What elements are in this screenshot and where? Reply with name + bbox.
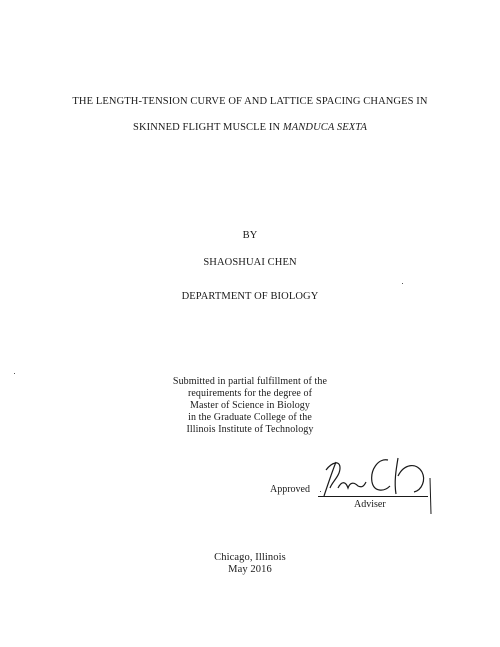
thesis-title-line-2-text: SKINNED FLIGHT MUSCLE IN <box>133 122 283 133</box>
department-name: DEPARTMENT OF BIOLOGY <box>181 291 319 302</box>
submission-date: May 2016 <box>228 564 272 575</box>
submission-line-1: Submitted in partial fulfillment of the <box>172 376 328 387</box>
scan-speck <box>14 373 15 374</box>
thesis-title-line-1: THE LENGTH-TENSION CURVE OF AND LATTICE SPACING CHANGES IN <box>72 96 428 107</box>
author-name: SHAOSHUAI CHEN <box>203 257 297 268</box>
submission-line-4: in the Graduate College of the <box>188 412 312 423</box>
adviser-label: Adviser <box>354 499 386 510</box>
location: Chicago, Illinois <box>214 552 286 563</box>
submission-line-3: Master of Science in Biology <box>190 400 310 411</box>
signature-line <box>318 496 428 497</box>
scan-speck <box>320 491 321 492</box>
submission-line-2: requirements for the degree of <box>187 388 313 399</box>
approved-label: Approved <box>270 484 310 495</box>
scan-speck <box>402 283 403 284</box>
thesis-title-species: MANDUCA SEXTA <box>282 122 367 133</box>
thesis-title-line-2 <box>0 121 500 134</box>
by-label: BY <box>242 230 258 241</box>
submission-line-5: Illinois Institute of Technology <box>186 424 314 435</box>
